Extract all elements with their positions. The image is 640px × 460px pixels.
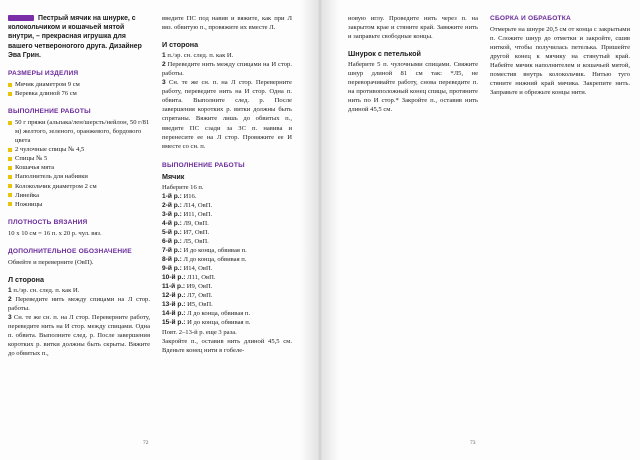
row-label: 2-й р.: [162,201,182,209]
assembly-text: Отмерьте на шнуре 20,5 см от конца с закрытыми п. Сложите шнур до отметки и закройте, сшив ниткой, чтобы получилась петелька. Пришейте другой конец к мячику на стянутый край. Набейте мячик наполнителем и кошачьей мятой, поместив внутрь колокольчик. Нитью туго стяните нижний край мячика. Закрепите нить. Заправьте и обрежьте концы нити. [490,26,630,97]
subheading-ball: Мячик [162,171,185,181]
row-text: Л5, ОвП. [181,238,209,246]
row-label: 5-й р.: [162,228,182,236]
row-line [162,273,292,282]
list-item [8,163,150,172]
step [8,313,150,358]
yellow-bullet-icon [8,148,12,152]
list-item-text: Ножницы [15,200,43,208]
page-number-left: 72 [143,440,149,446]
list-item [8,191,150,200]
list-item [8,89,150,98]
row-text: И7, ОвП. [181,228,210,236]
row-label: 1-й р.: [162,192,182,200]
step-text: п./эр. сн. след. п. как И. [11,286,80,294]
step [162,78,292,150]
step-text: п./эр. сн. след. п. как И. [165,52,234,60]
yellow-bullet-icon [8,193,12,197]
l-side-steps [8,286,150,358]
row-text: Л до конца, обвивая п. [185,310,251,318]
list-item-text: Колокольчик диаметром 2 см [15,182,97,190]
right-column-1 [348,14,478,114]
row-text: Л14, ОвП. [181,201,213,209]
heading-work-2: ВЫПОЛНЕНИЕ РАБОТЫ [162,161,245,169]
row-label: 9-й р.: [162,265,182,273]
row-instructions [162,192,292,328]
step-number: 3 [8,314,12,322]
row-label: 3-й р.: [162,210,182,218]
list-item-text: Наполнитель для набивки [15,173,88,181]
row-line [162,201,292,210]
step-text: Переведите нить между спицами на И стор. работы. [162,61,292,78]
step-number: 3 [162,79,166,87]
cord-text: Наберите 5 п. чулочными спицами. Свяжите шнур длиной 81 см так: *Л5, не переворачивайте работу, снова переведите п. на противоположный конец спицы, протяните нить по И стор.* Закройте п., оставив нить длиной 45,5 см. [348,61,478,114]
step [8,295,150,313]
left-column-2 [162,14,292,355]
row-label: 6-й р.: [162,238,182,246]
row-label: 14-й р.: [162,310,186,318]
row-line [162,219,292,228]
row-text: Л до конца, обвивая п. [181,256,247,264]
yellow-bullet-icon [8,184,12,188]
row-label: 10-й р.: [162,274,186,282]
list-item-text: 2 чулочные спицы № 4,5 [15,146,85,154]
heading-work: ВЫПОЛНЕНИЕ РАБОТЫ [8,108,91,116]
heading-density: ПЛОТНОСТЬ ВЯЗАНИЯ [8,218,88,226]
list-item [8,172,150,181]
list-item [8,145,150,154]
list-item-text: Мячик диаметром 9 см [15,81,80,89]
step-text: Сн. те же сн. п. на Л стор. Переверните работу, переведите нить на И стор. Одна п. обвита. Выполните след. р. После завершения коротких р. витки должны быть спрятаны. Вяжите лишь до обвитых п., введите ПС сзади за ЗС п. навива и перенесите ее на Л стор. Провяжите ее И вместе со сн. п. [162,79,292,150]
row-line [162,282,292,291]
row-line [162,228,292,237]
right-column-2 [490,14,630,97]
row-label: 11-й р.: [162,283,186,291]
continuation-text: введите ПС под навив и вяжите, как при Л вяз. обвитую п., провяжите их вместе Л. [162,15,292,32]
row-line [162,291,292,300]
row-text: И до конца, обвивая п. [185,319,251,327]
row-line [162,318,292,327]
extra-text: Обвейте и переверните (ОвП). [8,258,94,266]
list-item [8,182,150,191]
row-line [162,192,292,201]
subheading-l-side: Л сторона [8,274,44,284]
left-column-1 [8,14,150,358]
subheading-cord: Шнурок с петелькой [348,49,421,59]
list-item-text: Линейка [15,191,40,199]
page-number-right: 73 [470,440,476,446]
continuation-right: новую иглу. Проведите нить через п. на закрытом крае и стяните край. Завяжите нить и заправьте свободные концы. [348,15,478,41]
row-text: И9, ОвП. [185,283,213,291]
row-line [162,210,292,219]
list-item-text: Веревка длиной 76 см [15,90,77,98]
subheading-i-side: И сторона [162,40,199,50]
row-line [162,309,292,318]
size-list [8,80,150,98]
yellow-bullet-icon [8,166,12,170]
list-item-text: 50 г пряжи (альпака/лен/шерсть/нейлон, 50 г/81 м) желтого, зеленого, оранжевого, бордового цвета [15,119,150,145]
row-text: И до конца, обвивая п. [181,247,247,255]
list-item [8,200,150,209]
list-item-text: Спицы № 5 [15,155,48,163]
list-item [8,118,150,145]
row-line [162,300,292,309]
step-number: 2 [8,295,12,303]
purple-accent-bar [8,15,34,21]
step-number: 1 [162,52,166,60]
row-label: 8-й р.: [162,256,182,264]
i-side-steps [162,51,292,151]
yellow-bullet-icon [8,92,12,96]
intro-text: Пестрый мячик на шнурке, с колокольчиком и кошачьей мятой внутри, – прекрасная игрушка для вашего четвероногого друга. Дизайнер Эва Грин. [8,15,142,59]
list-item [8,80,150,89]
row-text: И11, ОвП. [181,210,213,218]
yellow-bullet-icon [8,83,12,87]
row-line [162,237,292,246]
row-text: Л11, ОвП. [185,274,216,282]
yellow-bullet-icon [8,175,12,179]
list-item [8,154,150,163]
row-label: 13-й р.: [162,301,186,309]
materials-list [8,118,150,208]
heading-extra: ДОПОЛНИТЕЛЬНОЕ ОБОЗНАЧЕНИЕ [8,247,132,255]
yellow-bullet-icon [8,157,12,161]
row-text: Л7, ОвП. [185,292,213,300]
list-item-text: Кошачья мята [15,164,55,172]
heading-assembly: СБОРКА И ОБРАБОТКА [490,15,571,22]
step [162,51,292,60]
step [8,286,150,295]
row-text: И14, ОвП. [181,265,213,273]
close-text: Закройте п., оставив нить длиной 45,5 см. Вденьте конец нити в гобеле- [162,337,292,354]
ball-intro: Наберите 16 п. [162,183,204,191]
row-line [162,264,292,273]
row-text: И16. [181,192,197,200]
row-label: 15-й р.: [162,319,186,327]
yellow-bullet-icon [8,121,12,125]
step-number: 2 [162,61,166,69]
row-line [162,255,292,264]
step-text: Сн. те же сн. п. на Л стор. Переверните работу, переведите нить на И стор. между спицами. Одна п. обвита. Выполните след. р. После завершения коротких р. витки должны быть скрыты. Вяжите до обвитых п., [8,314,150,358]
step [162,60,292,78]
row-line [162,246,292,255]
row-label: 4-й р.: [162,219,182,227]
row-label: 7-й р.: [162,247,182,255]
row-text: И5, ОвП. [185,301,213,309]
step-text: Переведите нить между спицами на Л стор. работы. [8,295,150,312]
row-label: 12-й р.: [162,292,186,300]
density-text: 10 х 10 см = 16 п. х 20 р. чул. вяз. [8,229,102,237]
row-text: Л9, ОвП. [181,219,209,227]
repeat-text: Повт. 2–13-й р. еще 3 раза. [162,328,237,336]
step-number: 1 [8,286,12,294]
heading-sizes: РАЗМЕРЫ ИЗДЕЛИЯ [8,70,79,78]
yellow-bullet-icon [8,202,12,206]
